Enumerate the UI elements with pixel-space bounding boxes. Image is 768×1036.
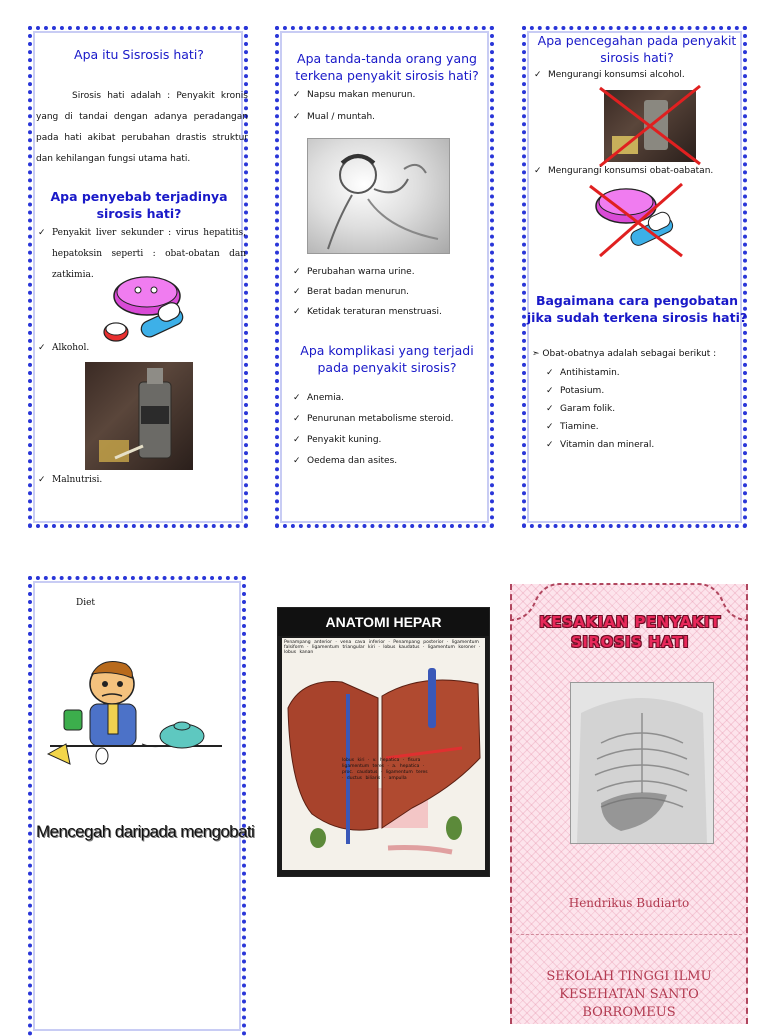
anatomy-label: Penampang anterior xyxy=(284,640,332,645)
diet-man-illustration xyxy=(42,656,232,774)
sign-item: ✓ Perubahan warna urine. xyxy=(293,262,489,282)
liver-anatomy-image: ANATOMI HEPAR Penampang anterior · vena cava inferior · Penampang posterior · ligamentum falsiform · ligamentum triangular kiri · lobus kaudatus · ligamentum koroner · lobus kanan lobus kiri · v. hepatica · fisura ligamentum teres · a. hepatica · proc. caudatus · ligamentum teres · ductus biliaris · ampulla xyxy=(277,607,490,877)
diet-label: Diet xyxy=(76,598,96,608)
cover-divider xyxy=(516,934,742,935)
institution-line: KESEHATAN SANTO xyxy=(559,987,699,1002)
anatomy-label: ligamentum teres xyxy=(385,770,428,775)
complication-item: ✓ Penurunan metabolisme steroid. xyxy=(293,409,489,430)
pills-icon xyxy=(102,270,192,346)
anatomy-label: v. hepatica xyxy=(372,758,400,763)
anatomy-label: fisura ligamentum teres xyxy=(342,758,421,769)
complication-list xyxy=(293,388,489,472)
anatomy-label: lobus kanan xyxy=(284,650,314,656)
chest-anatomy-photo xyxy=(570,682,714,844)
drug-list xyxy=(546,364,742,454)
definition-text: Sirosis hati adalah : Penyakit kronis yang di tandai dengan adanya peradangan pada hati akibat perubahan drastis struktur dan kehilangan fungsi utama hati. xyxy=(36,91,248,164)
treatment-intro: Obat-obatnya adalah sebagai berikut : xyxy=(542,349,717,359)
cause-item: ✓ Penyakit liver sekunder : virus hepatitis, hepatoksin seperti : obat-obatan dan zatkimia. xyxy=(38,223,246,286)
anatomy-label: vena cava inferior xyxy=(340,640,385,645)
panel-definition xyxy=(28,26,248,528)
nausea-sketch-photo xyxy=(307,138,450,254)
institution-line: SEKOLAH TINGGI ILMU xyxy=(546,969,712,984)
alcohol-photo xyxy=(85,362,193,470)
sign-item: ✓ Napsu makan menurun. xyxy=(293,84,489,106)
anatomy-label: ligamentum triangular kiri xyxy=(311,645,375,651)
panel-signs xyxy=(275,26,494,528)
anatomy-title: ANATOMI HEPAR xyxy=(278,608,489,636)
anatomy-label: lobus kaudatus xyxy=(383,645,420,651)
cross-out-icon xyxy=(596,82,704,170)
sign-item: ✓ Berat badan menurun. xyxy=(293,282,489,302)
heading-what-is: Apa itu Sisrosis hati? xyxy=(74,47,204,62)
heading-causes: Apa penyebab terjadinya sirosis hati? xyxy=(50,189,228,221)
institution-line: BORROMEUS xyxy=(582,1005,676,1020)
heading-signs: Apa tanda-tanda orang yang terkena penyakit sirosis hati? xyxy=(295,51,479,83)
cause-item: ✓ Alkohol. xyxy=(38,338,238,359)
anatomy-label: a. hepatica xyxy=(392,764,420,769)
complication-item: ✓ Penyakit kuning. xyxy=(293,430,489,451)
anatomy-label: ligamentum koroner xyxy=(427,645,476,651)
panel-diet xyxy=(28,576,255,1036)
cover-title xyxy=(522,612,738,652)
cover-title-line: KESAKIAN PENYAKIT xyxy=(539,613,721,631)
cover-institution xyxy=(512,968,746,1022)
anatomy-label: ligamentum falsiform xyxy=(284,640,479,651)
cover-title-line: SIROSIS HATI xyxy=(571,633,689,651)
sign-item: ✓ Mual / muntah. xyxy=(293,106,489,128)
heading-complications: Apa komplikasi yang terjadi pada penyakit sirosis? xyxy=(300,343,474,375)
complication-item: ✓ Oedema dan asites. xyxy=(293,451,489,472)
cover-author: Hendrikus Budiarto xyxy=(568,896,690,910)
heading-prevention: Apa pencegahan pada penyakit sirosis hati? xyxy=(537,33,737,65)
complication-item: ✓ Anemia. xyxy=(293,388,489,409)
sign-item: ✓ Ketidak teraturan menstruasi. xyxy=(293,302,489,322)
signs-list-b xyxy=(293,262,489,322)
anatomy-label: proc. caudatus xyxy=(342,770,378,775)
pills-crossed-icon xyxy=(586,180,686,260)
cover-panel xyxy=(510,584,748,1024)
signs-list-a xyxy=(293,84,489,128)
slogan-text: Mencegah daripada mengobati xyxy=(36,822,255,841)
bullet-icon: ➣ xyxy=(532,349,543,359)
drug-item: ✓ Potasium. xyxy=(546,382,742,400)
anatomy-label: ductus biliaris xyxy=(346,776,381,781)
anatomy-label: ampulla xyxy=(388,776,407,781)
drug-item: ✓ Garam folik. xyxy=(546,400,742,418)
drug-item: ✓ Vitamin dan mineral. xyxy=(546,436,742,454)
heading-treatment: Bagaimana cara pengobatan jika sudah terkena sirosis hati? xyxy=(526,293,748,325)
anatomy-label: lobus kiri xyxy=(342,758,365,763)
drug-item: ✓ Tiamine. xyxy=(546,418,742,436)
prevention-item: ✓ Mengurangi konsumsi obat-oabatan. xyxy=(534,164,744,178)
anatomy-label: Penampang posterior xyxy=(393,640,444,645)
cause-item: ✓ Malnutrisi. xyxy=(38,470,238,491)
drug-item: ✓ Antihistamin. xyxy=(546,364,742,382)
prevention-item: ✓ Mengurangi konsumsi alcohol. xyxy=(534,68,744,82)
panel-prevention xyxy=(522,26,747,528)
liver-diagram xyxy=(282,638,485,870)
